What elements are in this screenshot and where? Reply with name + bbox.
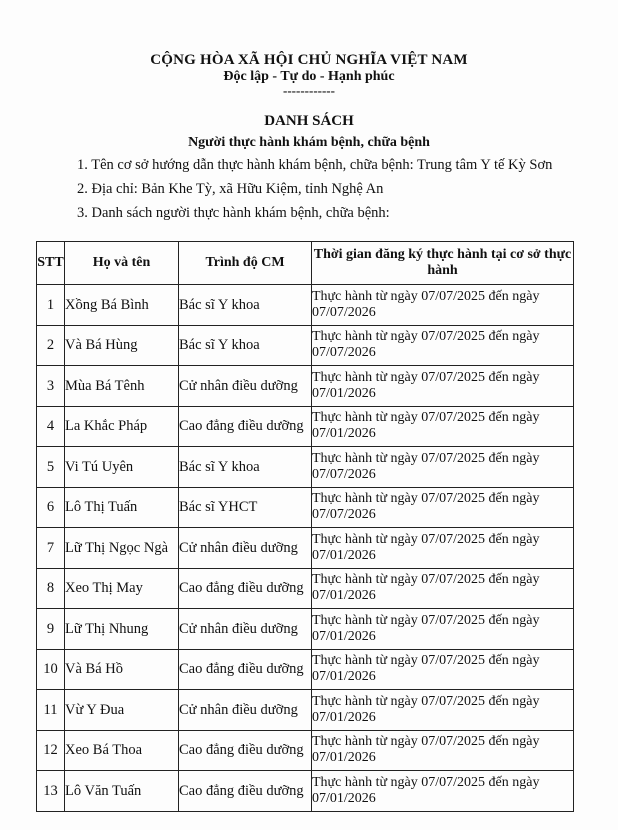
- table-row: [37, 447, 574, 488]
- table-row: [37, 325, 574, 366]
- cell-name: Vừ Y Đua: [65, 690, 179, 731]
- facility-name-line: 1. Tên cơ sở hướng dẫn thực hành khám bệnh, chữa bệnh: Trung tâm Y tế Kỳ Sơn: [77, 157, 553, 173]
- table-row: [37, 568, 574, 609]
- cell-stt: 8: [37, 568, 65, 609]
- cell-level: Cao đẳng điều dưỡng: [179, 649, 312, 690]
- cell-period: Thực hành từ ngày 07/07/2025 đến ngày 07/01/2026: [312, 528, 574, 569]
- table-row: [37, 285, 574, 326]
- cell-stt: 5: [37, 447, 65, 488]
- cell-name: Và Bá Hồ: [65, 649, 179, 690]
- header-divider: ------------: [283, 83, 335, 98]
- cell-period: Thực hành từ ngày 07/07/2025 đến ngày 07/01/2026: [312, 609, 574, 650]
- list-intro-line: 3. Danh sách người thực hành khám bệnh, chữa bệnh:: [77, 205, 390, 221]
- cell-name: Lữ Thị Nhung: [65, 609, 179, 650]
- table-row: [37, 528, 574, 569]
- document-subtitle: Người thực hành khám bệnh, chữa bệnh: [188, 135, 430, 150]
- table-row: [37, 690, 574, 731]
- cell-level: Cao đẳng điều dưỡng: [179, 568, 312, 609]
- header-period: Thời gian đăng ký thực hành tại cơ sở thực hành: [312, 242, 574, 285]
- address-line: 2. Địa chỉ: Bản Khe Tỳ, xã Hữu Kiệm, tỉnh Nghệ An: [77, 181, 384, 197]
- table-row: [37, 609, 574, 650]
- cell-name: Lữ Thị Ngọc Ngà: [65, 528, 179, 569]
- cell-stt: 7: [37, 528, 65, 569]
- cell-stt: 12: [37, 730, 65, 771]
- cell-period: Thực hành từ ngày 07/07/2025 đến ngày 07/01/2026: [312, 771, 574, 812]
- cell-level: Cao đẳng điều dưỡng: [179, 771, 312, 812]
- cell-level: Bác sĩ Y khoa: [179, 285, 312, 326]
- table-row: [37, 649, 574, 690]
- national-motto: Độc lập - Tự do - Hạnh phúc: [223, 69, 395, 84]
- cell-name: La Khắc Pháp: [65, 406, 179, 447]
- table-header-row: [37, 242, 574, 285]
- header-stt: STT: [37, 242, 65, 285]
- cell-name: Lô Văn Tuấn: [65, 771, 179, 812]
- cell-period: Thực hành từ ngày 07/07/2025 đến ngày 07/01/2026: [312, 366, 574, 407]
- practitioner-table: [36, 241, 574, 812]
- cell-level: Cao đẳng điều dưỡng: [179, 406, 312, 447]
- cell-name: Lô Thị Tuấn: [65, 487, 179, 528]
- cell-stt: 9: [37, 609, 65, 650]
- cell-name: Và Bá Hùng: [65, 325, 179, 366]
- cell-stt: 10: [37, 649, 65, 690]
- cell-stt: 6: [37, 487, 65, 528]
- cell-level: Bác sĩ Y khoa: [179, 447, 312, 488]
- cell-period: Thực hành từ ngày 07/07/2025 đến ngày 07/01/2026: [312, 649, 574, 690]
- cell-level: Cử nhân điều dưỡng: [179, 609, 312, 650]
- cell-level: Cử nhân điều dưỡng: [179, 528, 312, 569]
- table-row: [37, 730, 574, 771]
- header-name: Họ và tên: [65, 242, 179, 285]
- cell-period: Thực hành từ ngày 07/07/2025 đến ngày 07/01/2026: [312, 730, 574, 771]
- cell-period: Thực hành từ ngày 07/07/2025 đến ngày 07/07/2026: [312, 325, 574, 366]
- cell-stt: 11: [37, 690, 65, 731]
- cell-level: Cử nhân điều dưỡng: [179, 690, 312, 731]
- cell-period: Thực hành từ ngày 07/07/2025 đến ngày 07/07/2026: [312, 487, 574, 528]
- cell-period: Thực hành từ ngày 07/07/2025 đến ngày 07/07/2026: [312, 285, 574, 326]
- cell-period: Thực hành từ ngày 07/07/2025 đến ngày 07/01/2026: [312, 568, 574, 609]
- table-row: [37, 406, 574, 447]
- header-level: Trình độ CM: [179, 242, 312, 285]
- cell-level: Bác sĩ Y khoa: [179, 325, 312, 366]
- cell-level: Cử nhân điều dưỡng: [179, 366, 312, 407]
- cell-name: Xồng Bá Bình: [65, 285, 179, 326]
- cell-name: Vi Tú Uyên: [65, 447, 179, 488]
- cell-period: Thực hành từ ngày 07/07/2025 đến ngày 07/01/2026: [312, 690, 574, 731]
- cell-name: Mùa Bá Tênh: [65, 366, 179, 407]
- table-row: [37, 771, 574, 812]
- cell-level: Cao đẳng điều dưỡng: [179, 730, 312, 771]
- national-title: CỘNG HÒA XÃ HỘI CHỦ NGHĨA VIỆT NAM: [150, 52, 468, 68]
- cell-level: Bác sĩ YHCT: [179, 487, 312, 528]
- cell-name: Xeo Bá Thoa: [65, 730, 179, 771]
- cell-stt: 3: [37, 366, 65, 407]
- cell-period: Thực hành từ ngày 07/07/2025 đến ngày 07/07/2026: [312, 447, 574, 488]
- cell-name: Xeo Thị May: [65, 568, 179, 609]
- cell-stt: 2: [37, 325, 65, 366]
- cell-stt: 4: [37, 406, 65, 447]
- table-row: [37, 366, 574, 407]
- document-title: DANH SÁCH: [264, 113, 354, 129]
- cell-period: Thực hành từ ngày 07/07/2025 đến ngày 07/01/2026: [312, 406, 574, 447]
- cell-stt: 13: [37, 771, 65, 812]
- table-row: [37, 487, 574, 528]
- cell-stt: 1: [37, 285, 65, 326]
